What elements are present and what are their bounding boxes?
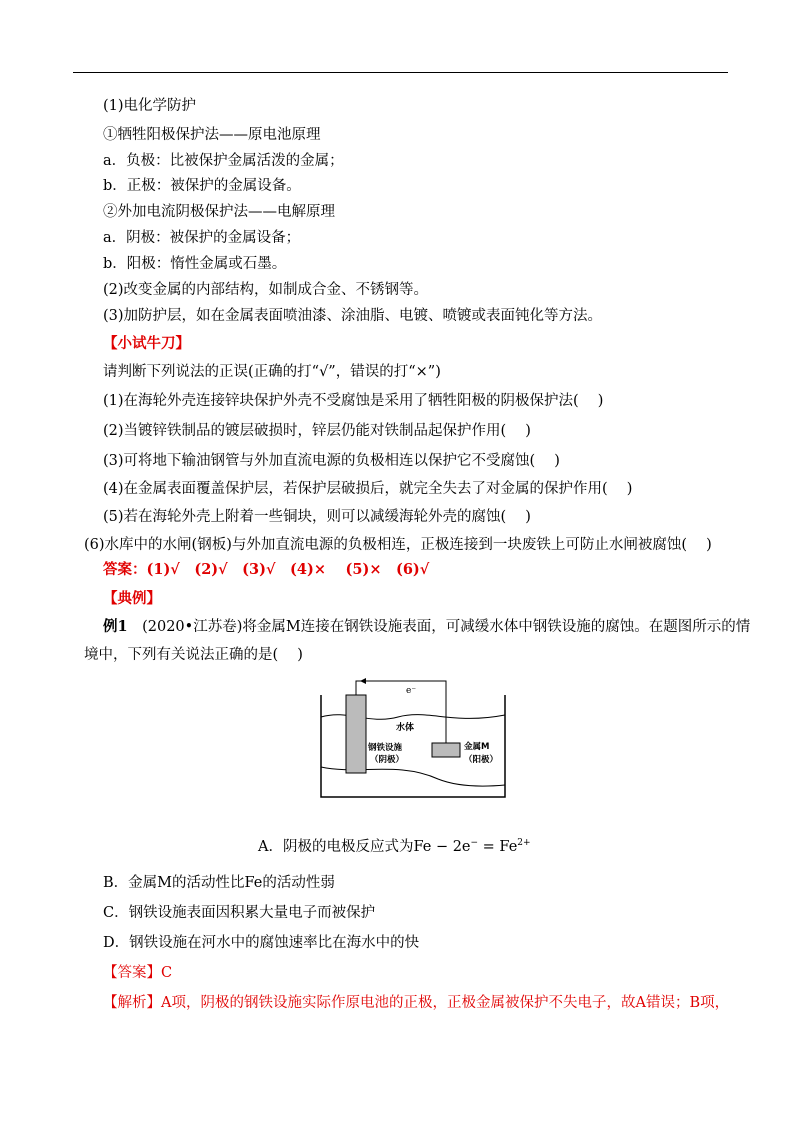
electron-arrow-icon	[360, 678, 366, 684]
header-rule	[73, 72, 728, 73]
example-heading: 【典例】	[103, 590, 161, 607]
wire	[356, 681, 446, 743]
option-b: B．金属M的活动性比Fe的活动性弱	[103, 875, 335, 891]
text-line: b．正极：被保护的金属设备。	[103, 178, 301, 194]
practice-heading: 【小试牛刀】	[103, 335, 190, 352]
electron-label: e⁻	[406, 686, 417, 696]
metal-label: 金属M	[464, 742, 490, 752]
steel-facility	[346, 695, 366, 773]
electrochem-diagram	[318, 675, 508, 805]
example-analysis: 【解析】A项，阴极的钢铁设施实际作原电池的正极，正极金属被保护不失电子，故A错误；B项，	[103, 995, 730, 1011]
question-item: (1)在海轮外壳连接锌块保护外壳不受腐蚀是采用了牺牲阳极的阴极保护法( )	[103, 393, 604, 409]
option-d: D．钢铁设施在河水中的腐蚀速率比在海水中的快	[103, 935, 420, 951]
question-item: (6)水库中的水闸(钢板)与外加直流电源的负极相连，正极连接到一块废铁上可防止水闸被腐蚀( )	[84, 537, 712, 553]
steel-role-label: （阴极）	[370, 755, 405, 765]
option-a-text: A．阴极的电极反应式为	[258, 839, 414, 855]
option-a-sup2: 2+	[517, 838, 531, 848]
example-stem-text: (2020•江苏卷)将金属M连接在钢铁设施表面，可减缓水体中钢铁设施的腐蚀。在题图所示的情	[127, 619, 751, 635]
metal-role-label: （阳极）	[464, 755, 499, 765]
question-item: (5)若在海轮外壳上附着一些铜块，则可以减缓海轮外壳的腐蚀( )	[103, 509, 531, 525]
practice-answer: 答案：(1)√ (2)√ (3)√ (4)× (5)× (6)√	[103, 561, 430, 578]
option-a-sup1: −	[470, 838, 479, 848]
example-stem-cont: 境中，下列有关说法正确的是( )	[84, 647, 303, 663]
text-line: a．阴极：被保护的金属设备；	[103, 230, 301, 246]
practice-intro: 请判断下列说法的正误(正确的打“√”，错误的打“×”)	[103, 364, 441, 380]
example-label: 例1	[103, 618, 128, 635]
text-line: b．阳极：惰性金属或石墨。	[103, 256, 287, 272]
example-answer: 【答案】C	[103, 965, 173, 981]
question-item: (4)在金属表面覆盖保护层，若保护层破损后，就完全失去了对金属的保护作用( )	[103, 481, 633, 497]
option-c: C．钢铁设施表面因积累大量电子而被保护	[103, 905, 376, 921]
option-a-mid: = Fe	[478, 839, 518, 855]
text-line: ②外加电流阴极保护法——电解原理	[103, 204, 335, 220]
metal-m	[432, 743, 460, 757]
steel-label: 钢铁设施	[368, 743, 403, 753]
question-item: (2)当镀锌铁制品的镀层破损时，锌层仍能对铁制品起保护作用( )	[103, 423, 531, 439]
text-line: (3)加防护层，如在金属表面喷油漆、涂油脂、电镀、喷镀或表面钝化等方法。	[103, 308, 603, 324]
option-a-formula: Fe − 2e	[413, 839, 471, 855]
text-line: (2)改变金属的内部结构，如制成合金、不锈钢等。	[103, 282, 429, 298]
question-item: (3)可将地下输油钢管与外加直流电源的负极相连以保护它不受腐蚀( )	[103, 453, 560, 469]
text-line: ①牺牲阳极保护法——原电池原理	[103, 127, 321, 143]
text-line: a．负极：比被保护金属活泼的金属；	[103, 153, 344, 169]
option-a	[258, 833, 531, 857]
example-stem	[103, 617, 750, 637]
text-line: (1)电化学防护	[103, 98, 197, 114]
water-label: 水体	[396, 723, 415, 733]
